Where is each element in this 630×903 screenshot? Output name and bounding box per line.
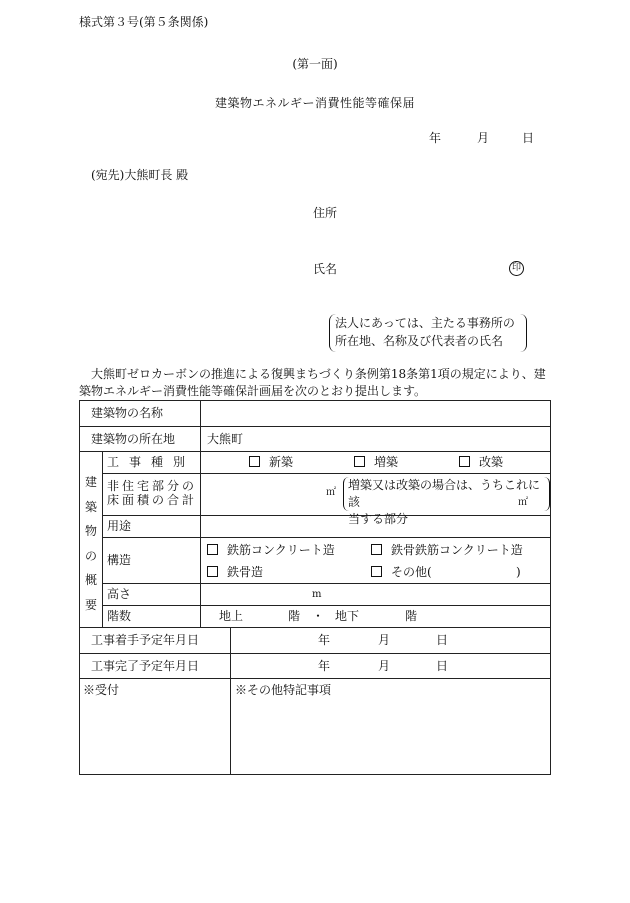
checkbox-icon — [459, 456, 470, 467]
height-unit: m — [312, 589, 322, 600]
work-type-extension-checkbox[interactable]: 増築 — [354, 455, 398, 469]
structure-steel-checkbox[interactable]: 鉄骨造 — [207, 565, 263, 579]
start-month-label: 月 — [378, 633, 391, 647]
addressee: (宛先)大熊町長 殿 — [91, 168, 189, 182]
checkbox-icon — [354, 456, 365, 467]
building-location-label: 建築物の所在地 — [91, 432, 176, 446]
work-type-new-checkbox[interactable]: 新築 — [249, 455, 293, 469]
submission-day-label: 日 — [522, 131, 535, 145]
checkbox-icon — [207, 566, 218, 577]
area-unit: ㎡ — [326, 487, 336, 498]
end-month-label: 月 — [378, 659, 391, 673]
checkbox-icon — [371, 566, 382, 577]
extension-note: 増築又は改築の場合は、うちこれに該 当する部分 — [343, 477, 550, 511]
checkbox-icon — [249, 456, 260, 467]
structure-label: 構造 — [107, 553, 132, 567]
intro-text: 大熊町ゼロカーボンの推進による復興まちづくり条例第18条第1項の規定により、建築物エネルギー消費性能等確保計画届を次のとおり提出します。 — [79, 367, 546, 398]
use-label: 用途 — [107, 519, 132, 533]
applicant-name-label: 氏名 — [313, 262, 338, 276]
reception-label: ※受付 — [83, 683, 120, 697]
work-type-rebuild-checkbox[interactable]: 改築 — [459, 455, 503, 469]
page-side-label: (第一面) — [292, 57, 338, 71]
floors-separator: ・ — [312, 609, 325, 623]
form-number: 様式第３号(第５条関係) — [79, 15, 209, 29]
extension-area-unit: ㎡ — [518, 497, 528, 508]
building-location-value[interactable]: 大熊町 — [207, 432, 244, 446]
checkbox-icon — [207, 544, 218, 555]
nonres-area-label: 非住宅部分の 床面積の合計 — [107, 479, 198, 507]
structure-other-close: ) — [516, 565, 521, 579]
building-overview-label: 建 築 物 の 概 要 — [84, 475, 97, 612]
submission-year-label: 年 — [429, 131, 442, 145]
end-year-label: 年 — [318, 659, 331, 673]
height-label: 高さ — [107, 587, 132, 601]
floors-below-unit: 階 — [405, 609, 418, 623]
building-name-field[interactable] — [202, 402, 550, 425]
end-day-label: 日 — [436, 659, 449, 673]
corporate-note-line2: 所在地、名称及び代表者の氏名 — [335, 334, 504, 348]
structure-other-checkbox[interactable]: その他( — [371, 565, 432, 579]
checkbox-icon — [371, 544, 382, 555]
document-title: 建築物エネルギー消費性能等確保届 — [214, 96, 415, 110]
corporate-note — [329, 314, 527, 352]
seal-mark-icon: 印 — [509, 261, 524, 276]
corporate-note-line1: 法人にあっては、主たる事務所の — [335, 316, 515, 330]
building-name-label: 建築物の名称 — [91, 406, 164, 420]
floors-below-label: 地下 — [335, 609, 360, 623]
floors-above-unit: 階 — [288, 609, 301, 623]
end-date-label: 工事完了予定年月日 — [91, 659, 200, 673]
structure-rc-checkbox[interactable]: 鉄筋コンクリート造 — [207, 543, 335, 557]
work-type-label: 工事種別 — [107, 455, 196, 469]
floors-label: 階数 — [107, 609, 132, 623]
applicant-address-label: 住所 — [313, 206, 338, 220]
start-date-label: 工事着手予定年月日 — [91, 633, 200, 647]
start-day-label: 日 — [436, 633, 449, 647]
floors-above-label: 地上 — [219, 609, 244, 623]
remarks-label: ※その他特記事項 — [235, 683, 332, 697]
submission-month-label: 月 — [477, 131, 490, 145]
start-year-label: 年 — [318, 633, 331, 647]
structure-src-checkbox[interactable]: 鉄骨鉄筋コンクリート造 — [371, 543, 523, 557]
